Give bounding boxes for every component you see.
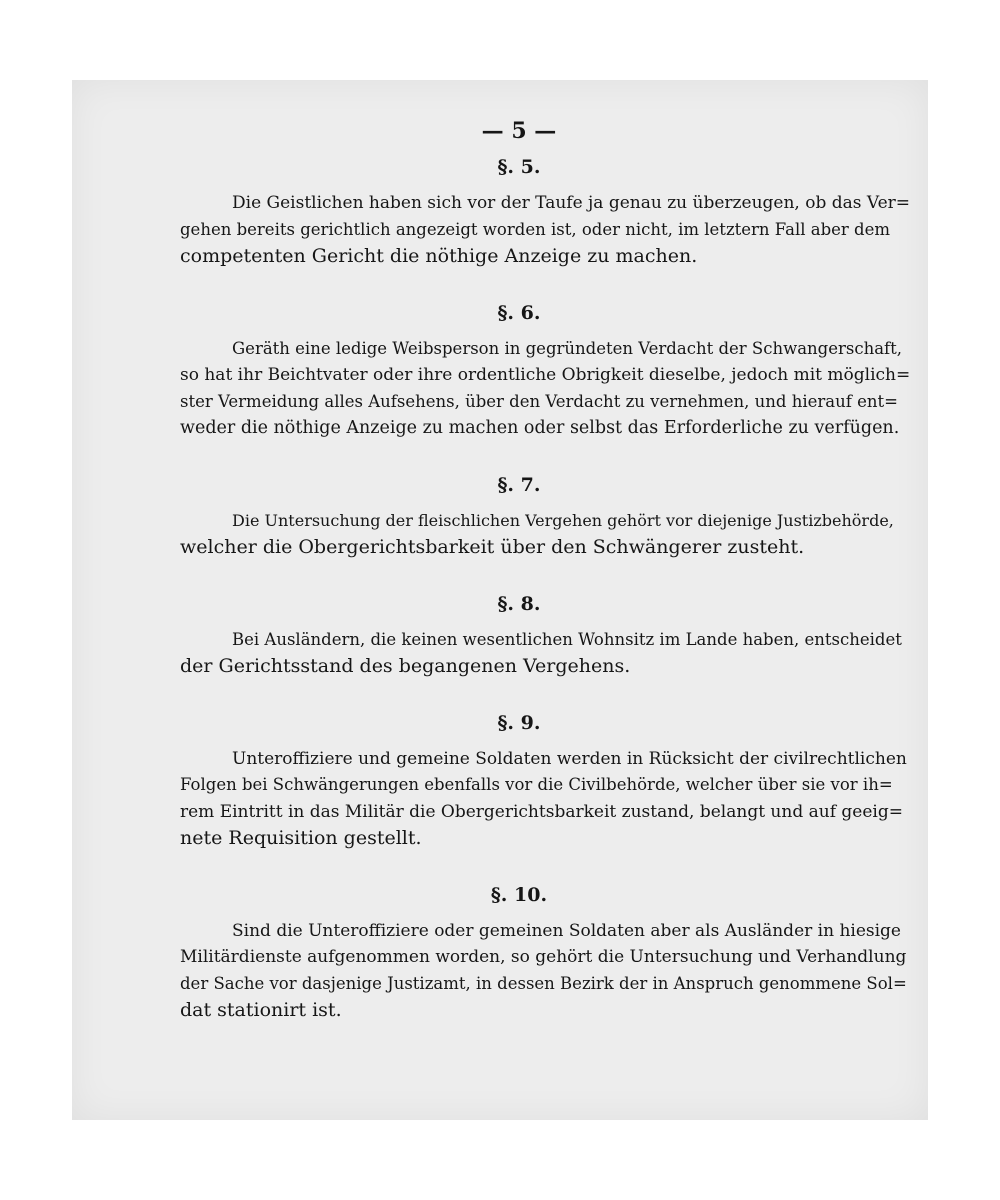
paragraph-line: Militärdienste aufgenommen worden, so gehört die Untersuchung und Verhandlung	[180, 947, 907, 967]
paragraph-line: nete Requisition gestellt.	[180, 827, 422, 849]
paragraph-line: so hat ihr Beichtvater oder ihre ordentliche Obrigkeit dieselbe, jedoch mit möglich=	[180, 365, 911, 385]
paragraph-8	[128, 627, 910, 680]
paragraph-5	[128, 190, 910, 270]
section-heading-5: §. 5.	[497, 156, 541, 178]
paragraph-line: der Sache vor dasjenige Justizamt, in dessen Bezirk der in Anspruch genommene Sol=	[180, 973, 907, 993]
paragraph-line: weder die nöthige Anzeige zu machen oder selbst das Erforderliche zu verfügen.	[180, 418, 900, 438]
paragraph-line: Geräth eine ledige Weibsperson in gegründeten Verdacht der Schwangerschaft,	[232, 338, 903, 358]
paragraph-line: ster Vermeidung alles Aufsehens, über den Verdacht zu vernehmen, und hierauf ent=	[180, 391, 898, 411]
paragraph-line: dat stationirt ist.	[180, 999, 342, 1021]
paragraph-line: Die Untersuchung der fleischlichen Vergehen gehört vor diejenige Justizbehörde,	[232, 510, 894, 530]
paragraph-line: welcher die Obergerichtsbarkeit über den Schwängerer zusteht.	[180, 536, 805, 558]
text-column	[128, 116, 910, 1024]
paragraph-line: Bei Ausländern, die keinen wesentlichen Wohnsitz im Lande haben, entscheidet	[232, 629, 902, 649]
section-heading-6: §. 6.	[497, 301, 541, 324]
paragraph-line: gehen bereits gerichtlich angezeigt worden ist, oder nicht, im letztern Fall aber dem	[180, 219, 891, 239]
page-number: — 5 —	[481, 118, 557, 144]
section-heading-9: §. 9.	[497, 711, 541, 734]
paragraph-6	[128, 336, 910, 442]
section-heading-7: §. 7.	[497, 473, 541, 496]
paragraph-9	[128, 746, 910, 852]
section-heading-8: §. 8.	[497, 592, 541, 615]
paragraph-10	[128, 918, 910, 1024]
paragraph-line: Folgen bei Schwängerungen ebenfalls vor die Civilbehörde, welcher über sie vor ih=	[180, 775, 893, 794]
paragraph-7	[128, 508, 910, 561]
section-heading-10: §. 10.	[490, 883, 548, 906]
paragraph-line: der Gerichtsstand des begangenen Vergehens.	[180, 655, 631, 677]
paragraph-line: Die Geistlichen haben sich vor der Taufe ja genau zu überzeugen, ob das Ver=	[232, 193, 911, 213]
paragraph-line: rem Eintritt in das Militär die Obergerichtsbarkeit zustand, belangt und auf geeig=	[180, 801, 903, 822]
paragraph-line: Sind die Unteroffiziere oder gemeinen Soldaten aber als Ausländer in hiesige	[232, 920, 901, 941]
paragraph-line: competenten Gericht die nöthige Anzeige zu machen.	[180, 245, 698, 267]
paragraph-line: Unteroffiziere und gemeine Soldaten werden in Rücksicht der civilrechtlichen	[232, 748, 907, 769]
document-page	[72, 80, 928, 1120]
